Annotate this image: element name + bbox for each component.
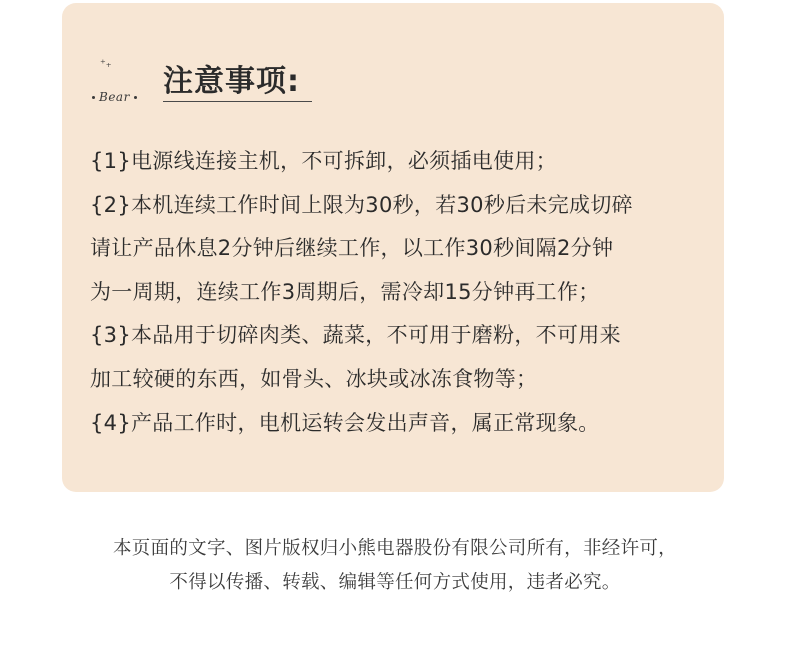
brand-wordmark	[88, 90, 141, 104]
copyright-line: 本页面的文字、图片版权归小熊电器股份有限公司所有，非经许可，	[112, 538, 677, 559]
brand-name: Bear	[99, 90, 130, 104]
note-line: {1}电源线连接主机，不可拆卸，必须插电使用；	[90, 149, 557, 173]
dot-icon	[92, 96, 95, 99]
note-line: 请让产品休息2分钟后继续工作，以工作30秒间隔2分钟	[90, 236, 614, 261]
note-line: {4}产品工作时，电机运转会发出声音，属正常现象。	[90, 410, 600, 435]
section-title: 注意事项:	[163, 64, 300, 99]
notes-list	[90, 140, 710, 445]
note-line: 为一周期，连续工作3周期后，需冷却15分钟再工作；	[90, 279, 600, 304]
bear-logo	[88, 58, 154, 108]
dot-icon	[134, 96, 137, 99]
sparkle-icon: ⁺₊	[100, 57, 112, 70]
note-line: 加工较硬的东西，如骨头、冰块或冰冻食物等；	[90, 366, 538, 391]
copyright-notice	[0, 532, 790, 600]
note-line: {2}本机连续工作时间上限为30秒，若30秒后未完成切碎	[90, 192, 633, 217]
note-line: {3}本品用于切碎肉类、蔬菜，不可用于磨粉，不可用来	[90, 323, 621, 348]
title-underline	[163, 101, 312, 102]
copyright-line: 不得以传播、转载、编辑等任何方式使用，违者必究。	[169, 572, 621, 593]
